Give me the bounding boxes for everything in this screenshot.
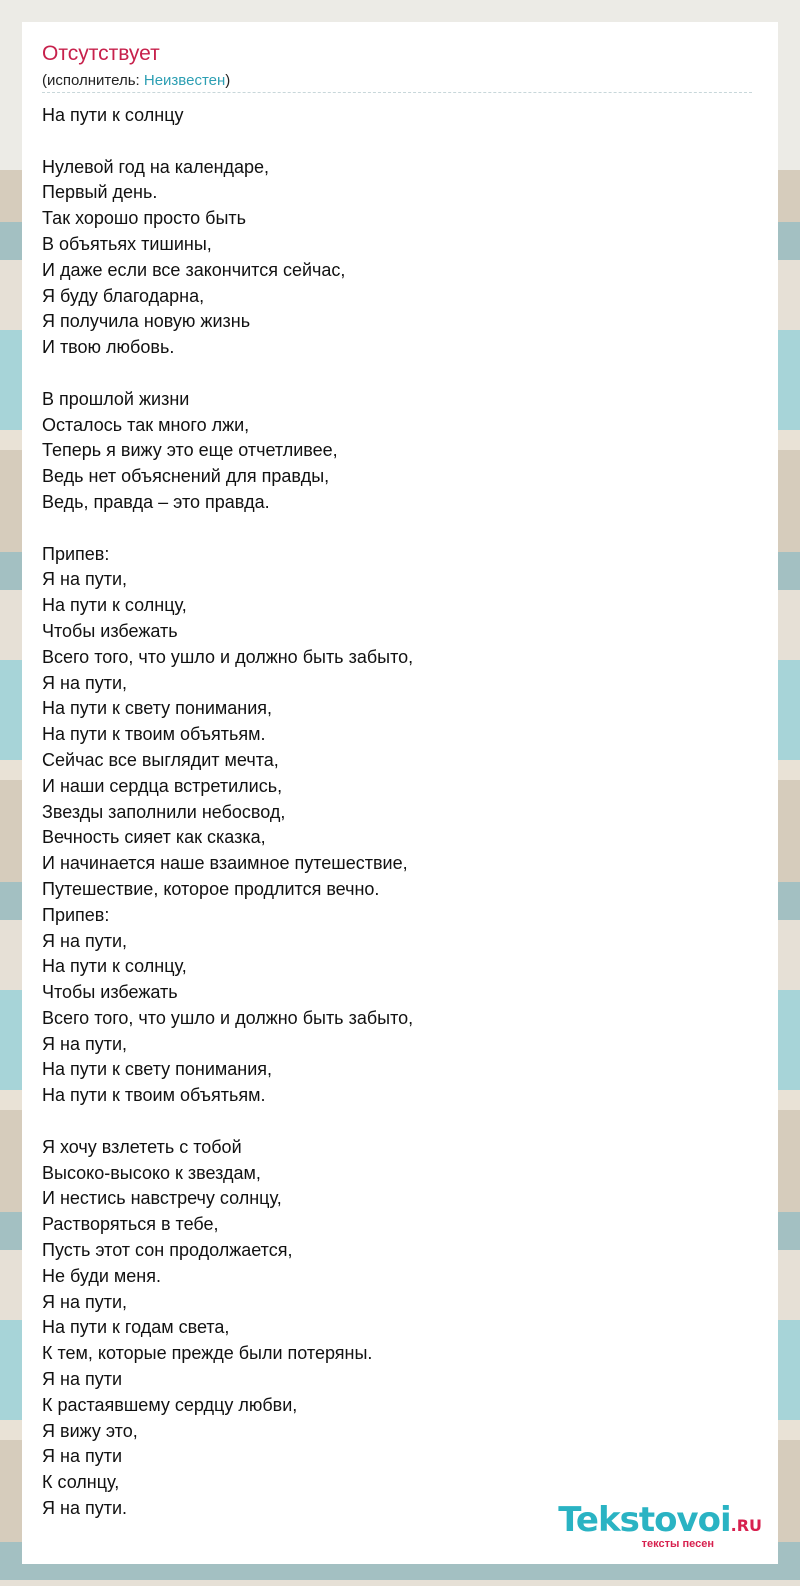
lyric-line: Я на пути, xyxy=(42,1033,127,1054)
lyric-line: Не буди меня. xyxy=(42,1265,161,1286)
lyric-line: Я на пути, xyxy=(42,930,127,951)
lyric-line: И твою любовь. xyxy=(42,337,175,358)
lyric-line: Ведь нет объяснений для правды, xyxy=(42,466,330,487)
lyric-line: Я на пути, xyxy=(42,672,127,693)
song-title: Отсутствует xyxy=(42,42,160,65)
logo-tld: .RU xyxy=(730,1516,762,1535)
lyric-line: В объятьях тишины, xyxy=(42,233,212,254)
lyric-line xyxy=(42,516,762,542)
lyric-line: Теперь я вижу это еще отчетливее, xyxy=(42,440,338,461)
lyrics-card xyxy=(22,22,778,1564)
lyric-line: Сейчас все выглядит мечта, xyxy=(42,749,279,770)
artist-prefix: (исполнитель: xyxy=(42,72,144,89)
lyric-line: Я буду благодарна, xyxy=(42,285,205,306)
lyric-line: Я получила новую жизнь xyxy=(42,311,251,332)
lyric-line: Вечность сияет как сказка, xyxy=(42,827,266,848)
lyric-line: Первый день. xyxy=(42,182,158,203)
lyric-line: На пути к свету понимания, xyxy=(42,1059,273,1080)
lyric-line: Путешествие, которое продлится вечно. xyxy=(42,878,380,899)
lyric-line: На пути к свету понимания, xyxy=(42,698,273,719)
lyric-line: На пути к годам света, xyxy=(42,1317,230,1338)
lyric-line: Так хорошо просто быть xyxy=(42,208,247,229)
lyric-line: Высоко-высоко к звездам, xyxy=(42,1162,261,1183)
lyric-line xyxy=(42,129,762,155)
lyric-line: На пути к твоим объятьям. xyxy=(42,1085,266,1106)
lyric-line: Припев: xyxy=(42,543,110,564)
lyric-line: К солнцу, xyxy=(42,1472,120,1493)
lyric-line: К растаявшему сердцу любви, xyxy=(42,1394,298,1415)
lyric-line xyxy=(42,361,762,387)
lyric-line: Я вижу это, xyxy=(42,1420,138,1441)
lyric-line: Я хочу взлететь с тобой xyxy=(42,1136,242,1157)
lyric-line: На пути к солнцу, xyxy=(42,956,187,977)
lyric-line: И нестись навстречу солнцу, xyxy=(42,1188,282,1209)
lyric-line: Чтобы избежать xyxy=(42,982,178,1003)
lyric-line: Всего того, что ушло и должно быть забыто, xyxy=(42,646,414,667)
lyric-line xyxy=(42,1109,762,1135)
lyric-line: В прошлой жизни xyxy=(42,388,190,409)
lyric-line: И начинается наше взаимное путешествие, xyxy=(42,853,408,874)
lyric-line: Я на пути, xyxy=(42,1291,127,1312)
lyric-line: Я на пути. xyxy=(42,1498,127,1519)
artist-link[interactable]: Неизвестен xyxy=(143,72,226,89)
lyric-line: И даже если все закончится сейчас, xyxy=(42,259,346,280)
lyric-line: И наши сердца встретились, xyxy=(42,775,283,796)
logo-tagline: тексты песен xyxy=(641,1538,714,1550)
lyric-line: Я на пути, xyxy=(42,569,127,590)
lyric-line: Нулевой год на календаре, xyxy=(42,156,270,177)
artist-line xyxy=(42,72,230,89)
lyric-line: На пути к твоим объятьям. xyxy=(42,724,266,745)
lyric-line: Пусть этот сон продолжается, xyxy=(42,1240,293,1261)
lyric-line: Я на пути xyxy=(42,1369,122,1390)
divider xyxy=(42,92,752,93)
lyric-line: Всего того, что ушло и должно быть забыто, xyxy=(42,1007,414,1028)
lyric-line: Чтобы избежать xyxy=(42,620,178,641)
lyrics-text xyxy=(42,103,762,1522)
lyric-line: На пути к солнцу xyxy=(42,105,184,125)
lyric-line: Ведь, правда – это правда. xyxy=(42,491,270,512)
logo-name: Tekstovoi xyxy=(558,1500,731,1540)
lyric-line: К тем, которые прежде были потеряны. xyxy=(42,1343,373,1364)
lyric-line: Осталось так много лжи, xyxy=(42,414,250,435)
site-logo[interactable] xyxy=(558,1500,762,1550)
lyric-line: Растворяться в тебе, xyxy=(42,1214,219,1235)
artist-suffix: ) xyxy=(225,72,231,89)
lyric-line: Я на пути xyxy=(42,1446,122,1467)
lyric-line: На пути к солнцу, xyxy=(42,595,187,616)
lyric-line: Звезды заполнили небосвод, xyxy=(42,801,286,822)
lyric-line: Припев: xyxy=(42,904,110,925)
